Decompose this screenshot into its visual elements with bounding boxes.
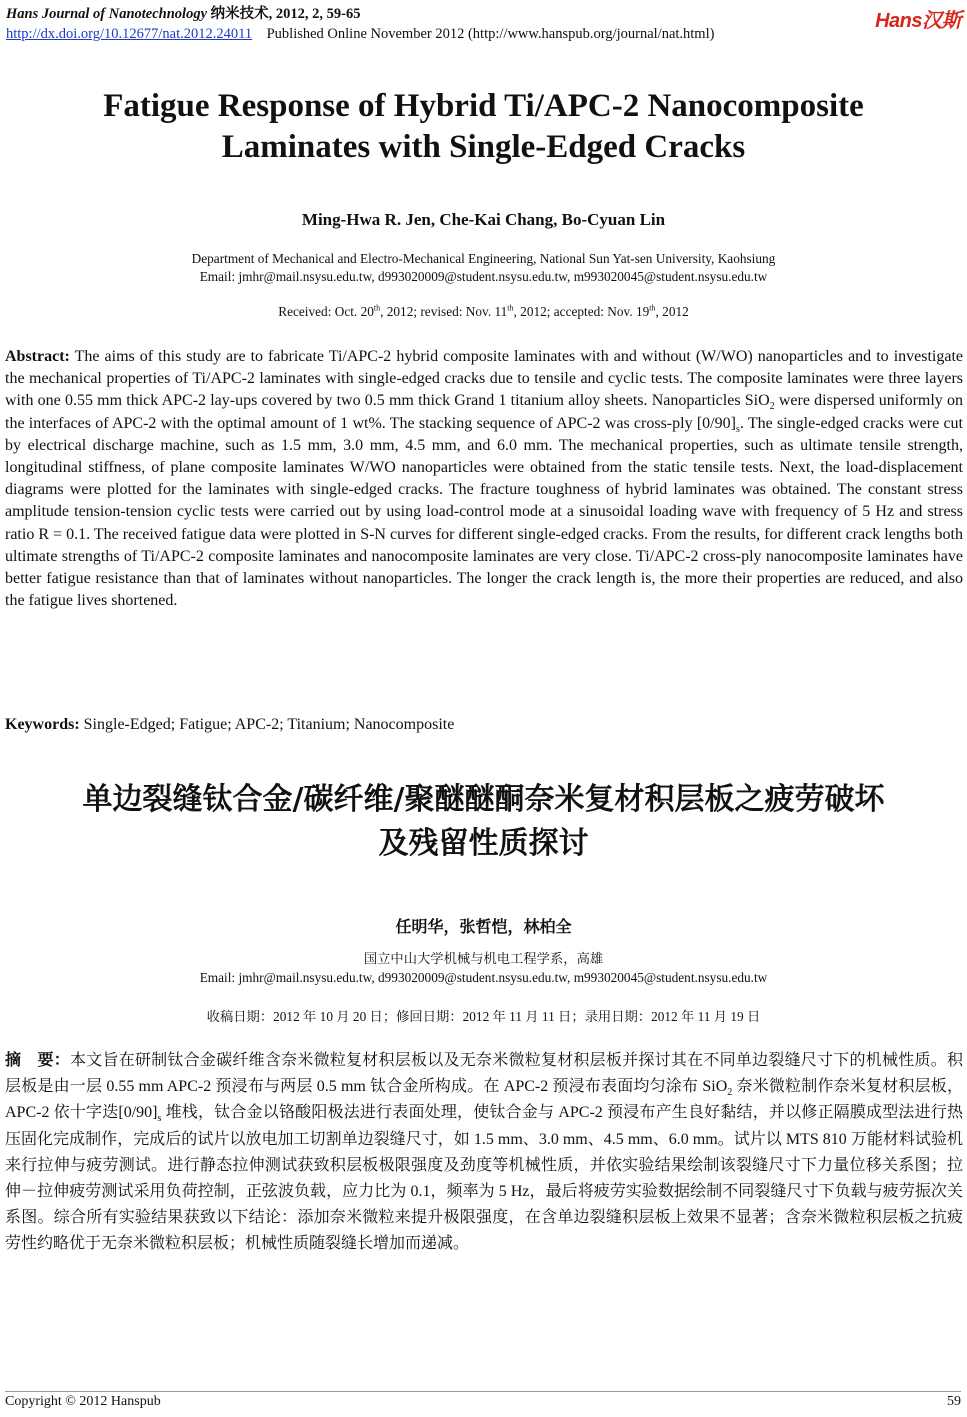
- chinese-title-line-2: 及残留性质探讨: [378, 826, 589, 861]
- page-number: 59: [947, 1394, 961, 1409]
- journal-header: [6, 4, 961, 44]
- chinese-abstract-text: 奈米微粒制作奈米复材积层板，APC-2 依十字迭[0/90]: [5, 1078, 963, 1122]
- chinese-abstract-text: 堆栈，钛合金以铬酸阳极法进行表面处理，使钛合金与 APC-2 预浸布产生良好黏结，并以修正隔膜成型法进行热压固化完成制作，完成后的试片以放电加工切割单边裂缝尺寸，如 1.5 mm、3.0 mm、4.5 mm、6.0 mm。试片以 MTS 810 万能材料试验机来行拉伸与疲劳测试。进行静态拉伸测试获致积层板极限强度及劲度等机械性质，并依实验结果绘制该裂缝尺寸下力量位移关系图；拉伸－拉伸疲劳测试采用负荷控制，正弦波负载，应力比为 0.1，频率为 5 Hz，最后将疲劳实验数据绘制不同裂缝尺寸下负载与疲劳振次关系图。综合所有实验结果获致以下结论：添加奈米微粒来提升极限强度，在含单边裂缝积层板上效果不显著；含奈米微粒积层板之抗疲劳性约略优于无奈米微粒积层板；机械性质随裂缝长增加而递减。: [5, 1104, 963, 1253]
- ordinal-sup: th: [649, 303, 656, 313]
- journal-citation: [6, 4, 961, 24]
- journal-name: Hans Journal of Nanotechnology: [6, 6, 208, 22]
- keywords: [5, 714, 963, 736]
- revised-date: , 2012; revised: Nov. 11: [380, 304, 508, 319]
- chinese-received-dates: 收稿日期：2012 年 10 月 20 日；修回日期：2012 年 11 月 11 日；录用日期：2012 年 11 月 19 日: [206, 1009, 761, 1024]
- abstract: [5, 346, 963, 612]
- abstract-text: The aims of this study are to fabricate Ti/APC-2 hybrid composite laminates with and without (W/WO) nanoparticles and to investigate the mechanical properties of Ti/APC-2 laminates with single-edged cracks due to tensile and cyclic tests. The composite laminates were three layers with one 0.55 mm thick APC-2 lay-ups covered by two 0.5 mm thick Grand 1 titanium alloy sheets. Nanoparticles SiO: [5, 348, 963, 410]
- chinese-affiliation-block: [0, 949, 967, 987]
- subscript: s: [735, 423, 740, 435]
- copyright: Copyright © 2012 Hanspub: [5, 1394, 161, 1409]
- abstract-text: . The single-edged cracks were cut by electrical discharge machine, such as 1.5 mm, 3.0 mm, 4.5 mm, and 6.0 mm. The mechanical properties, such as ultimate tensile strength, longitudinal stiffness, of plane composite laminates W/WO nanoparticles were obtained from the static tensile tests. Next, the load-displacement diagrams were plotted for the laminates with single-edged cracks. The fracture toughness of hybrid laminates was obtained. The constant stress amplitude tension-tension cyclic tests were carried out by using load-control mode at a sinusoidal loading wave with frequency of 5 Hz and stress ratio R = 0.1. The received fatigue data were plotted in S-N curves for different single-edged cracks. From the results, for different crack lengths both ultimate strengths of Ti/APC-2 composite laminates and nanocomposite laminates are very close. Ti/APC-2 cross-ply nanocomposite laminates have better fatigue resistance than that of laminates without nanoparticles. The longer the crack length is, the more their properties are reduced, and also the fatigue lives shortened.: [5, 414, 963, 610]
- publication-line: [6, 24, 961, 44]
- affiliation: Department of Mechanical and Electro-Mechanical Engineering, National Sun Yat-sen University, Kaohsiung: [191, 251, 776, 266]
- title-line-2: Laminates with Single-Edged Cracks: [221, 129, 746, 165]
- email: Email: jmhr@mail.nsysu.edu.tw, d993020009@student.nsysu.edu.tw, m993020045@student.nsysu.edu.tw: [199, 269, 768, 284]
- keywords-text: Single-Edged; Fatigue; APC-2; Titanium; Nanocomposite: [79, 716, 455, 733]
- journal-cn-info: 纳米技术, 2012, 2, 59-65: [207, 6, 361, 22]
- abstract-text: were dispersed uniformly on the interfaces of APC-2 with the optimal amount of 1 wt%. The stacking sequence of APC-2 was cross-ply [0/90]: [5, 392, 963, 432]
- footer-divider: [5, 1391, 961, 1392]
- chinese-title: [0, 778, 967, 866]
- subscript: 2: [769, 401, 775, 413]
- affiliation-block: [0, 250, 967, 286]
- subscript: 2: [727, 1087, 733, 1099]
- abstract-label: Abstract:: [5, 348, 70, 365]
- year-text: , 2012: [655, 304, 689, 319]
- hans-logo: Hans汉斯: [875, 10, 961, 32]
- accepted-date: , 2012; accepted: Nov. 19: [513, 304, 650, 319]
- chinese-abstract-label: 摘 要：: [5, 1050, 70, 1069]
- chinese-affiliation: 国立中山大学机械与机电工程学系，高雄: [363, 951, 604, 966]
- chinese-email: Email: jmhr@mail.nsysu.edu.tw, d993020009@student.nsysu.edu.tw, m993020045@student.nsysu.edu.tw: [199, 970, 768, 985]
- ordinal-sup: th: [507, 303, 514, 313]
- published-online-text: Published Online November 2012 (http://www.hanspub.org/journal/nat.html): [266, 26, 715, 42]
- chinese-authors: 任明华，张哲恺，林柏全: [395, 917, 572, 936]
- ordinal-sup: th: [373, 303, 381, 313]
- received-dates: [0, 304, 967, 320]
- title-line-1: Fatigue Response of Hybrid Ti/APC-2 Nanocomposite: [103, 88, 864, 124]
- chinese-abstract-text: 本文旨在研制钛合金碳纤维含奈米微粒复材积层板以及无奈米微粒复材积层板并探讨其在不同单边裂缝尺寸下的机械性质。积层板是由一层 0.55 mm APC-2 预浸布与两层 0.5 mm 钛合金所构成。在 APC-2 预浸布表面均匀涂布 SiO: [5, 1052, 963, 1096]
- chinese-title-line-1: 单边裂缝钛合金/碳纤维/聚醚醚酮奈米复材积层板之疲劳破坏: [82, 782, 885, 817]
- paper-title: [0, 86, 967, 168]
- authors: Ming-Hwa R. Jen, Che-Kai Chang, Bo-Cyuan Lin: [301, 210, 666, 229]
- keywords-label: Keywords:: [5, 716, 80, 733]
- received-date: Received: Oct. 20: [278, 304, 374, 319]
- subscript: s: [157, 1113, 162, 1125]
- chinese-abstract: [5, 1047, 963, 1258]
- doi-link[interactable]: http://dx.doi.org/10.12677/nat.2012.24011: [6, 26, 253, 42]
